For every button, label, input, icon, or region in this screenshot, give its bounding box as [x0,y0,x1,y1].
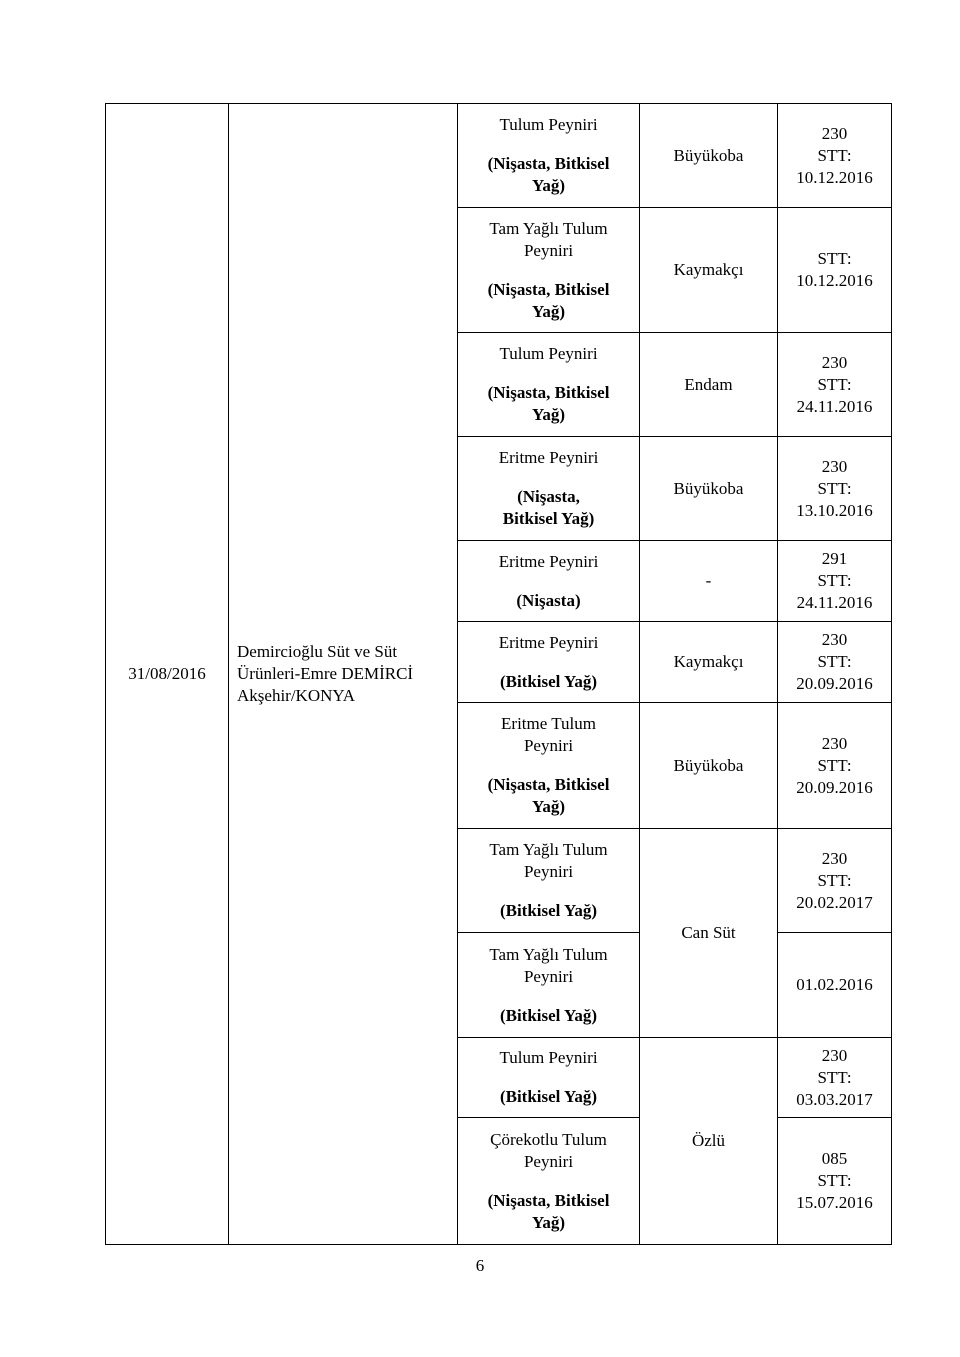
code-cell: 230 STT: 20.09.2016 [778,703,892,829]
product-cell [458,829,640,933]
product-cell [458,208,640,333]
code-cell: 291 STT: 24.11.2016 [778,541,892,622]
product-cell [458,437,640,541]
product-cell [458,1118,640,1245]
product-name: Eritme Peyniri [498,551,599,571]
product-note: (Nişasta) [516,590,581,610]
table-row [106,104,892,208]
brand-cell: Büyükoba [640,104,778,208]
product-name: Peyniri [523,966,574,986]
product-note: (Bitkisel Yağ) [499,901,598,920]
product-table [105,103,892,1245]
product-name: Peyniri [523,240,574,260]
brand-cell: Endam [640,333,778,437]
product-note: (Nişasta, Bitkisel [487,775,610,794]
product-note: Yağ) [531,405,566,424]
code-cell: 01.02.2016 [778,933,892,1038]
product-note: Yağ) [531,176,566,195]
product-note: Yağ) [531,1212,566,1232]
product-note: (Nişasta, Bitkisel [487,1190,610,1210]
product-cell [458,703,640,829]
code-cell: 230 STT: 03.03.2017 [778,1038,892,1118]
product-note: (Nişasta, Bitkisel [487,383,610,402]
code-cell: 230 STT: 24.11.2016 [778,333,892,437]
code-cell: 230 STT: 10.12.2016 [778,104,892,208]
product-note: (Bitkisel Yağ) [499,1005,598,1025]
product-note: (Bitkisel Yağ) [499,671,598,691]
product-name: Çörekotlu Tulum [490,1129,607,1149]
product-name: Tam Yağlı Tulum [489,840,608,859]
company-line: Demircioğlu Süt ve Süt [237,642,398,661]
code-cell: STT: 10.12.2016 [778,208,892,333]
brand-cell: Kaymakçı [640,622,778,703]
company-line: Ürünleri-Emre DEMİRCİ [237,664,414,683]
product-note: (Nişasta, Bitkisel [487,279,610,299]
product-note: (Nişasta, [517,487,580,506]
product-name: Eritme Peyniri [498,448,599,467]
product-cell [458,333,640,437]
brand-cell: Can Süt [640,829,778,1038]
brand-cell: Büyükoba [640,703,778,829]
product-name: Tulum Peyniri [499,1048,598,1067]
product-note: Yağ) [531,797,566,816]
product-name: Tulum Peyniri [499,115,598,134]
brand-cell: Kaymakçı [640,208,778,333]
product-name: Peyniri [523,736,574,755]
code-cell: 230 STT: 20.02.2017 [778,829,892,933]
company-cell [229,104,458,1245]
product-name: Peyniri [523,1151,574,1171]
product-note: Bitkisel Yağ) [502,509,595,528]
product-name: Eritme Peyniri [498,632,599,652]
product-cell [458,104,640,208]
product-name: Tam Yağlı Tulum [489,944,608,964]
product-note: (Bitkisel Yağ) [499,1087,598,1106]
code-cell: 230 STT: 13.10.2016 [778,437,892,541]
product-cell [458,1038,640,1118]
code-cell: 085 STT: 15.07.2016 [778,1118,892,1245]
product-name: Tulum Peyniri [499,344,598,363]
product-name: Peyniri [523,862,574,881]
brand-cell: Özlü [640,1038,778,1245]
product-note: (Nişasta, Bitkisel [487,154,610,173]
product-cell [458,622,640,703]
product-name: Tam Yağlı Tulum [489,218,608,238]
page-number: 6 [475,1256,485,1275]
product-note: Yağ) [531,301,566,321]
product-cell [458,933,640,1038]
brand-cell: Büyükoba [640,437,778,541]
brand-cell: - [640,541,778,622]
company-line: Akşehir/KONYA [237,686,356,705]
date-cell: 31/08/2016 [106,104,229,1245]
product-cell [458,541,640,622]
product-name: Eritme Tulum [501,714,596,733]
code-cell: 230 STT: 20.09.2016 [778,622,892,703]
